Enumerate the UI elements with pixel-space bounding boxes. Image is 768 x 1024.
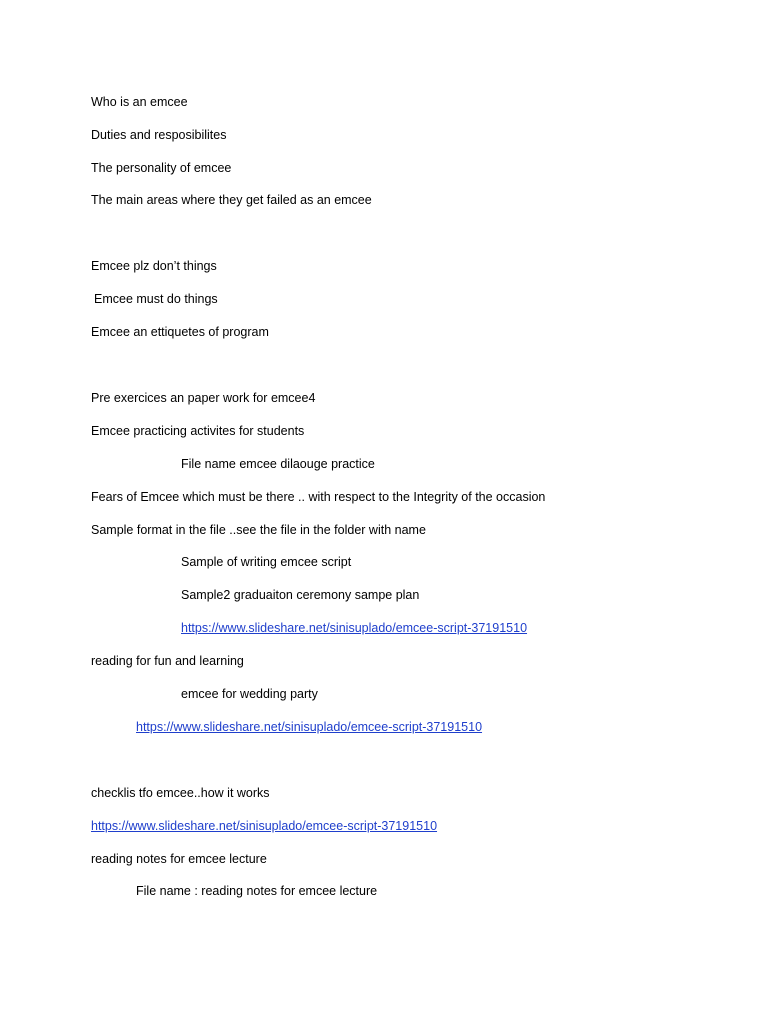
text-line: emcee for wedding party bbox=[181, 687, 318, 701]
text-line: Fears of Emcee which must be there .. with respect to the Integrity of the occasion bbox=[91, 490, 546, 504]
text-line: Sample format in the file ..see the file in the folder with name bbox=[91, 523, 426, 537]
text-line: Emcee must do things bbox=[94, 292, 218, 306]
text-line: Who is an emcee bbox=[91, 95, 188, 109]
text-line: Sample2 graduaiton ceremony sampe plan bbox=[181, 588, 420, 602]
slideshare-link[interactable]: https://www.slideshare.net/sinisuplado/emcee-script-37191510 bbox=[91, 819, 438, 833]
text-line: Duties and resposibilites bbox=[91, 128, 227, 142]
slideshare-link[interactable]: https://www.slideshare.net/sinisuplado/emcee-script-37191510 bbox=[181, 621, 528, 635]
slideshare-link[interactable]: https://www.slideshare.net/sinisuplado/emcee-script-37191510 bbox=[136, 720, 483, 734]
text-line: Sample of writing emcee script bbox=[181, 555, 352, 569]
text-line: Emcee practicing activites for students bbox=[91, 424, 305, 438]
text-line: reading for fun and learning bbox=[91, 654, 244, 668]
text-line: reading notes for emcee lecture bbox=[91, 852, 267, 866]
text-line: Emcee an ettiquetes of program bbox=[91, 325, 269, 339]
text-line: File name : reading notes for emcee lecture bbox=[136, 884, 378, 898]
text-line: The main areas where they get failed as an emcee bbox=[91, 193, 372, 207]
text-line: File name emcee dilaouge practice bbox=[181, 457, 375, 471]
text-line: Pre exercices an paper work for emcee4 bbox=[91, 391, 316, 405]
text-line: checklis tfo emcee..how it works bbox=[91, 786, 270, 800]
text-line: Emcee plz don’t things bbox=[91, 259, 217, 273]
text-line: The personality of emcee bbox=[91, 161, 232, 175]
